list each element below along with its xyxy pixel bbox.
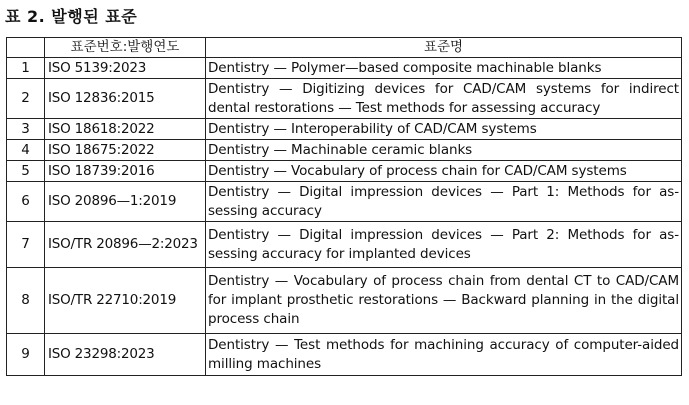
standard-number: ISO 18618:2022 [45, 119, 206, 140]
row-number: 3 [7, 119, 45, 140]
standard-number: ISO 18739:2016 [45, 161, 206, 182]
standard-title: Dentistry — Digitizing devices for CAD/CAM systems for indirect dental restorations — Test methods for assessing accuracy [206, 79, 682, 119]
standard-title: Dentistry — Machinable ceramic blanks [206, 140, 682, 161]
table-row [7, 268, 682, 334]
table-row [7, 222, 682, 268]
row-number: 5 [7, 161, 45, 182]
standard-number: ISO 5139:2023 [45, 58, 206, 79]
row-number: 8 [7, 268, 45, 334]
standard-number: ISO 20896—1:2019 [45, 182, 206, 222]
standard-number: ISO/TR 22710:2019 [45, 268, 206, 334]
standard-number: ISO 12836:2015 [45, 79, 206, 119]
table-row [7, 119, 682, 140]
table-row [7, 161, 682, 182]
row-number: 1 [7, 58, 45, 79]
table-row [7, 334, 682, 376]
standard-title: Dentistry — Polymer—based composite machinable blanks [206, 58, 682, 79]
header-number [7, 38, 45, 58]
row-number: 7 [7, 222, 45, 268]
standard-number: ISO/TR 20896—2:2023 [45, 222, 206, 268]
table-row [7, 182, 682, 222]
standard-title: Dentistry — Vocabulary of process chain from dental CT to CAD/CAM for implant prosthetic restorations — Backward planning in the digital process chain [206, 268, 682, 334]
table-row [7, 58, 682, 79]
standard-title: Dentistry — Digital impression devices — Part 1: Methods for as-sessing accuracy [206, 182, 682, 222]
standard-title: Dentistry — Test methods for machining accuracy of computer-aided milling machines [206, 334, 682, 376]
standard-number: ISO 23298:2023 [45, 334, 206, 376]
standards-table [6, 37, 682, 376]
standard-title: Dentistry — Interoperability of CAD/CAM systems [206, 119, 682, 140]
standard-title: Dentistry — Digital impression devices — Part 2: Methods for as-sessing accuracy for implanted devices [206, 222, 682, 268]
row-number: 2 [7, 79, 45, 119]
table-row [7, 79, 682, 119]
table-row [7, 140, 682, 161]
row-number: 6 [7, 182, 45, 222]
header-standard-title: 표준명 [206, 38, 682, 58]
standard-number: ISO 18675:2022 [45, 140, 206, 161]
header-standard-number: 표준번호:발행연도 [45, 38, 206, 58]
table-header-row [7, 38, 682, 58]
row-number: 4 [7, 140, 45, 161]
row-number: 9 [7, 334, 45, 376]
standard-title: Dentistry — Vocabulary of process chain for CAD/CAM systems [206, 161, 682, 182]
table-caption: 표 2. 발행된 표준 [5, 7, 138, 26]
